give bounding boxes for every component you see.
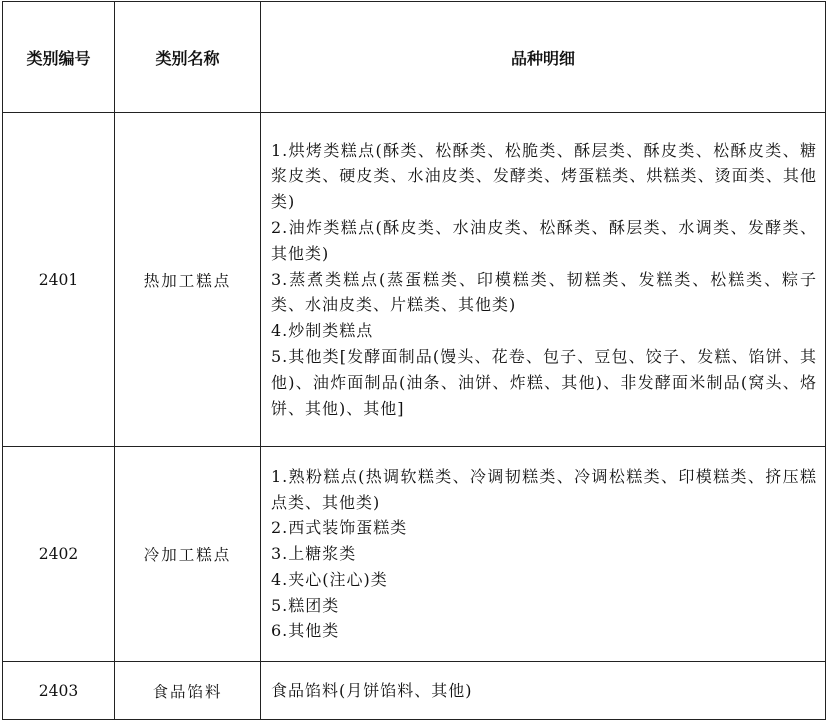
table-row: [3, 662, 826, 720]
detail-item: 5.其他类[发酵面制品(馒头、花卷、包子、豆包、饺子、发糕、馅饼、其他)、油炸面制品(油条、油饼、炸糕、其他)、非发酵面米制品(窝头、烙饼、其他)、其他]: [271, 346, 817, 418]
detail-item: 1.熟粉糕点(热调软糕类、冷调韧糕类、冷调松糕类、印模糕类、挤压糕点类、其他类): [271, 466, 817, 512]
table-row: [3, 447, 826, 662]
category-detail: [261, 447, 826, 662]
detail-item: 5.糕团类: [271, 595, 340, 615]
detail-item: 3.蒸煮类糕点(蒸蛋糕类、印模糕类、韧糕类、发糕类、松糕类、粽子类、水油皮类、片糕类、其他类): [271, 269, 817, 315]
category-name: 食品馅料: [115, 662, 261, 720]
detail-item: 1.烘烤类糕点(酥类、松酥类、松脆类、酥层类、酥皮类、松酥皮类、糖浆皮类、硬皮类、水油皮类、发酵类、烤蛋糕类、烘糕类、烫面类、其他类): [271, 140, 817, 212]
detail-item: 食品馅料(月饼馅料、其他): [271, 680, 473, 700]
detail-item: 6.其他类: [271, 621, 340, 641]
category-name: 冷加工糕点: [115, 447, 261, 662]
table-row: [3, 113, 826, 447]
detail-item: 4.夹心(注心)类: [271, 569, 388, 589]
category-code: 2403: [3, 662, 115, 720]
detail-item: 4.炒制类糕点: [271, 321, 374, 341]
detail-item: 3.上糖浆类: [271, 544, 357, 564]
category-name: 热加工糕点: [115, 113, 261, 447]
category-detail: [261, 113, 826, 447]
header-code: 类别编号: [3, 2, 115, 113]
table-header-row: [3, 2, 826, 113]
header-detail: 品种明细: [261, 2, 826, 113]
detail-item: 2.西式装饰蛋糕类: [271, 518, 408, 538]
category-code: 2402: [3, 447, 115, 662]
category-detail: [261, 662, 826, 720]
header-name: 类别名称: [115, 2, 261, 113]
category-code: 2401: [3, 113, 115, 447]
detail-item: 2.油炸类糕点(酥皮类、水油皮类、松酥类、酥层类、水调类、发酵类、其他类): [271, 218, 817, 263]
food-category-table: [2, 1, 826, 720]
